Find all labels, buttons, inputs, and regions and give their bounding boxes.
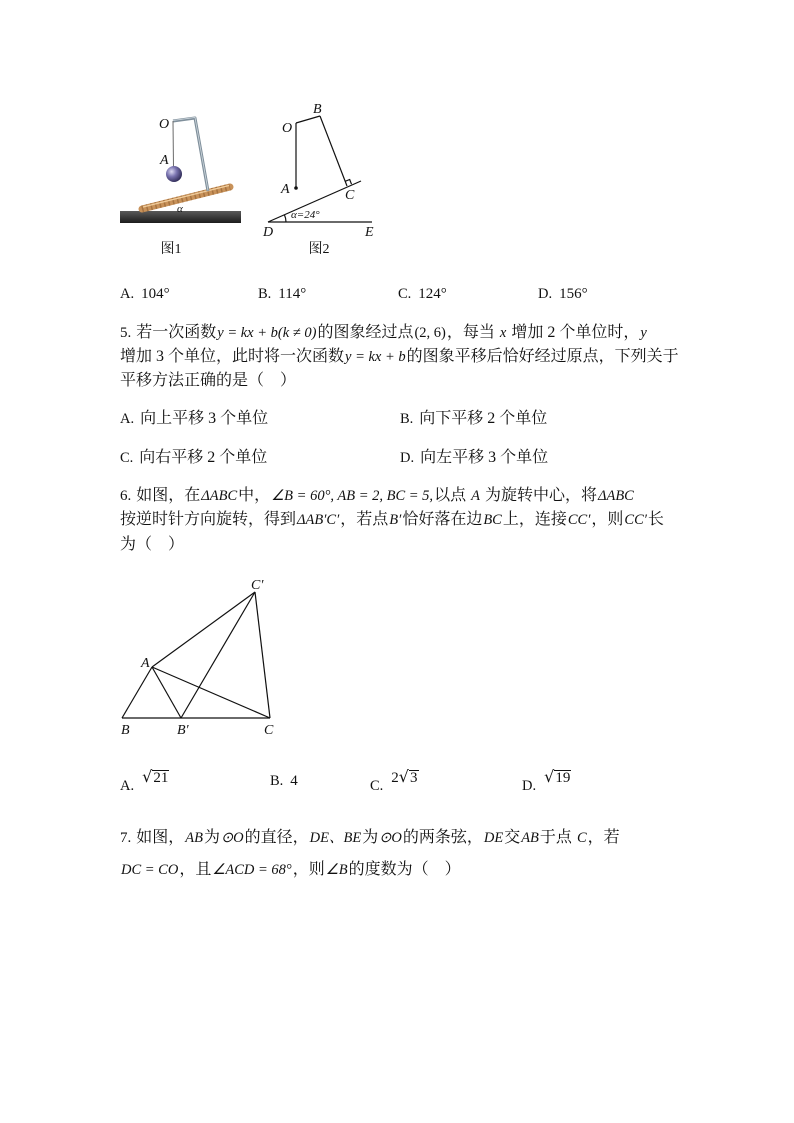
math-point: (2, 6) [414, 325, 446, 341]
question-text: 增加 2 个单位时， [507, 324, 640, 341]
segment-c-prime-c [255, 592, 270, 718]
option-value: 114° [278, 286, 307, 302]
wooden-rod-texture [142, 187, 230, 209]
question-text: 为 [203, 829, 220, 846]
q5-option-d [400, 447, 548, 469]
q6-option-a [120, 767, 169, 797]
option-value: 4 [290, 773, 298, 789]
fig2-label-o: O [282, 121, 293, 136]
option-letter: D. [538, 286, 553, 302]
figures-1-2 [100, 95, 400, 265]
q6-line-3 [120, 534, 184, 556]
math-equal-segments: DC = CO [121, 862, 179, 878]
segment-ab-prime [152, 667, 181, 718]
figure-2 [262, 102, 374, 257]
question-text: ，且 [179, 861, 212, 878]
math-chords: DE、BE [309, 830, 362, 846]
q4-option-a [120, 283, 170, 305]
question-text: ，则 [292, 861, 325, 878]
segment-ac-prime [152, 592, 255, 667]
math-point-b-prime: B′ [389, 512, 402, 528]
question-text: ，每当 [446, 324, 499, 341]
option-letter: C. [370, 778, 384, 794]
radical-sign: √ [398, 767, 409, 786]
q6-option-d [522, 767, 571, 797]
label-c: C [264, 723, 274, 738]
label-c-prime: C′ [251, 578, 264, 593]
q5-line-1 [120, 322, 648, 344]
option-value: 向右平移 2 个单位 [139, 449, 268, 466]
math-linear-function: y = kx + b [345, 349, 406, 365]
option-letter: A. [120, 286, 135, 302]
q4-option-c [398, 283, 447, 305]
math-segment-cc-prime: CC′ [624, 512, 647, 528]
question-text: 长 [647, 511, 664, 528]
fig2-label-a: A [281, 182, 290, 197]
q6-option-b [270, 770, 298, 792]
label-b-prime: B′ [177, 723, 189, 738]
q5-option-c [120, 447, 267, 469]
question-number: 6. [120, 488, 132, 504]
math-side-bc: BC [483, 512, 502, 528]
math-segment-cc-prime: CC′ [567, 512, 591, 528]
math-circle-o: ⊙O [379, 830, 402, 846]
wooden-rod-highlight [143, 186, 229, 208]
radical-expression [391, 768, 418, 787]
q5-option-b [400, 408, 547, 430]
question-number: 5. [120, 325, 132, 341]
q4-option-b [258, 283, 306, 305]
question-text: ，若 [587, 829, 620, 846]
fig1-label-o: O [159, 117, 170, 132]
segment-c-prime-b-prime [181, 592, 255, 718]
option-value: 156° [559, 286, 588, 302]
segment-ac [152, 667, 270, 718]
question-text: 恰好落在边 [402, 511, 483, 528]
fig1-label-a: A [160, 153, 169, 168]
math-rotated-triangle: ΔAB′C′ [297, 512, 340, 528]
question-text: 为旋转中心，将 [480, 487, 597, 504]
fig2-angle-label: α=24° [291, 209, 320, 221]
math-point-a: A [471, 488, 480, 504]
fig2-label-b: B [313, 102, 322, 117]
question-text: 平移方法正确的是（ ） [120, 372, 297, 389]
question-text: 若一次函数 [136, 324, 217, 341]
label-a: A [141, 656, 150, 671]
option-letter: A. [120, 778, 135, 794]
question-text: 如图， [136, 829, 185, 846]
option-value: 104° [141, 286, 170, 302]
question-text: 中， [238, 487, 271, 504]
question-text: 如图，在 [136, 487, 201, 504]
q5-option-a [120, 408, 268, 430]
q4-option-d [538, 283, 588, 305]
option-letter: B. [400, 411, 414, 427]
q5-line-2 [120, 346, 679, 368]
q6-line-2 [120, 509, 664, 531]
segment-ob [296, 116, 320, 123]
option-letter: B. [258, 286, 272, 302]
pendulum-ball [166, 166, 182, 182]
question-text: ，若点 [340, 511, 389, 528]
question-number: 7. [120, 830, 132, 846]
segment-ab [122, 667, 152, 718]
fig2-label-c: C [345, 188, 355, 203]
question-text: 的图象平移后恰好经过原点，下列关于 [406, 348, 679, 365]
math-variable-x: x [499, 325, 507, 341]
radical-sign: √ [544, 767, 555, 786]
q5-line-3 [120, 370, 296, 392]
question-text: 增加 3 个单位，此时将一次函数 [120, 348, 345, 365]
fig1-caption: 图1 [160, 242, 182, 257]
radicand: 21 [153, 770, 169, 786]
option-value: 向下平移 2 个单位 [419, 410, 548, 427]
q6-option-c [370, 767, 419, 797]
question-text: 的直径， [244, 829, 309, 846]
fig1-label-alpha: α [177, 203, 183, 215]
math-circle-o: ⊙O [221, 830, 244, 846]
math-triangle: ΔABC [201, 488, 238, 504]
math-chord-de: DE [483, 830, 504, 846]
pendulum-string [173, 121, 174, 167]
question-text: 的度数为（ ） [348, 861, 461, 878]
radicand: 19 [555, 770, 571, 786]
math-diameter-ab: AB [185, 830, 203, 846]
option-letter: C. [398, 286, 412, 302]
math-point-c: C [576, 830, 587, 846]
math-angle-acd: ∠ACD = 68° [212, 862, 292, 878]
question-text: ，则 [591, 511, 624, 528]
q6-figure [110, 570, 285, 742]
question-text: 于点 [539, 829, 576, 846]
label-b: B [121, 723, 130, 738]
radical-expression [142, 768, 169, 787]
math-variable-y: y [640, 325, 647, 341]
q7-line-2 [120, 859, 461, 881]
fig2-caption: 图2 [308, 242, 330, 257]
math-angle-b: ∠B [325, 862, 348, 878]
question-text: 以点 [434, 487, 471, 504]
option-value: 向左平移 3 个单位 [420, 449, 549, 466]
point-a-dot [294, 186, 298, 190]
fig2-label-e: E [365, 225, 374, 240]
option-letter: C. [120, 450, 134, 466]
option-letter: D. [522, 778, 537, 794]
segment-bc [320, 116, 347, 186]
figure-1 [120, 117, 241, 257]
q7-line-1 [120, 827, 620, 849]
angle-arc [284, 215, 286, 222]
question-text: 交 [504, 829, 521, 846]
question-text: 为 [362, 829, 379, 846]
question-text: 为（ ） [120, 536, 185, 553]
option-letter: B. [270, 773, 284, 789]
fig2-label-d: D [263, 225, 274, 240]
question-text: 的两条弦， [402, 829, 483, 846]
option-value: 向上平移 3 个单位 [140, 410, 269, 427]
math-conditions: ∠B = 60°, AB = 2, BC = 5, [271, 488, 434, 504]
math-triangle: ΔABC [597, 488, 634, 504]
question-text: 的图象经过点 [317, 324, 414, 341]
option-value: 124° [418, 286, 447, 302]
option-letter: D. [400, 450, 415, 466]
question-text: 上，连接 [502, 511, 567, 528]
math-diameter-ab: AB [521, 830, 539, 846]
coefficient: 2 [391, 770, 399, 786]
radical-sign: √ [142, 767, 153, 786]
q6-line-1 [120, 485, 635, 507]
radicand: 3 [410, 770, 418, 786]
question-text: 按逆时针方向旋转，得到 [120, 511, 297, 528]
math-linear-function: y = kx + b(k ≠ 0) [217, 325, 317, 341]
option-letter: A. [120, 411, 135, 427]
radical-expression [544, 768, 571, 787]
